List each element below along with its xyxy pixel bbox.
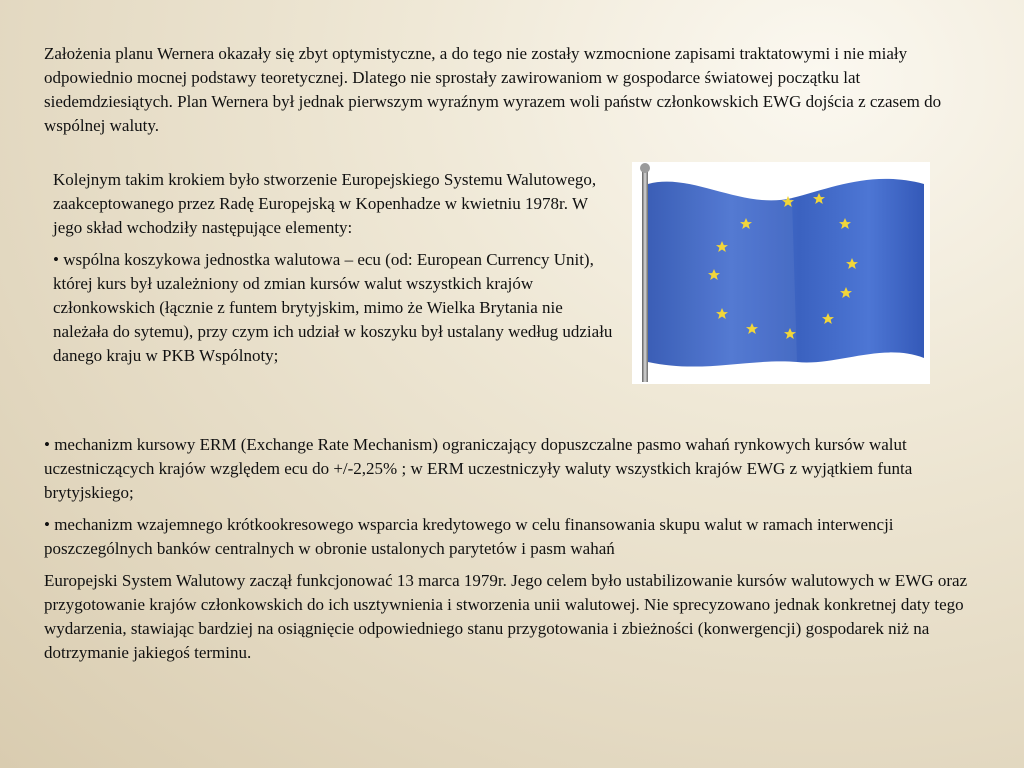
eu-flag-image xyxy=(632,162,930,384)
conclusion-paragraph: Europejski System Walutowy zaczął funkcjonować 13 marca 1979r. Jego celem było ustabilizowanie kursów walutowych w EWG oraz przygotowanie krajów członkowskich do ich usztywnienia i stworzenia unii walutowej. Nie sprecyzowano jednak konkretnej daty tego wydarzenia, stawiając bardziej na osiągnięcie odpowiedniego stanu przygotowania i zbieżności (konwergencji) gospodarek niż na dotrzymanie jakiegoś terminu. xyxy=(44,571,968,662)
ems-section xyxy=(53,168,613,368)
intro-paragraph: Założenia planu Wernera okazały się zbyt optymistyczne, a do tego nie zostały wzmocnione zapisami traktatowymi i nie miały odpowiednio mocnej podstawy teoretycznej. Dlatego nie sprostały zawirowaniom w gospodarce światowej początku lat siedemdziesiątych. Plan Wernera był jednak pierwszym wyraźnym wyrazem woli państw członkowskich EWG dojścia z czasem do wspólnej waluty. xyxy=(44,44,942,135)
ems-intro-paragraph: Kolejnym takim krokiem było stworzenie Europejskiego Systemu Walutowego, zaakceptowanego przez Radę Europejską w Kopenhadze w kwietniu 1978r. W jego skład wchodziły następujące elementy: xyxy=(53,170,597,237)
bullet-erm: • mechanizm kursowy ERM (Exchange Rate Mechanism) ograniczający dopuszczalne pasmo wahań rynkowych kursów walut uczestniczących krajów względem ecu do +/-2,25% ; w ERM uczestniczyły waluty wszystkich krajów EWG z wyjątkiem funta brytyjskiego; xyxy=(44,435,913,502)
mechanisms-section xyxy=(44,433,994,665)
eu-flag-icon xyxy=(632,162,930,384)
flag-pole xyxy=(642,168,648,382)
bullet-ecu: • wspólna koszykowa jednostka walutowa – ecu (od: European Currency Unit), której kurs był uzależniony od zmian kursów walut wszystkich krajów członkowskich (łącznie z funtem brytyjskim, mimo że Wielka Brytania nie należała do sytemu), przy czym ich udział w koszyku był ustalany według udziału danego kraju w PKB Wspólnoty; xyxy=(53,250,613,365)
bullet-credit: • mechanizm wzajemnego krótkookresowego wsparcia kredytowego w celu finansowania skupu walut w ramach interwencji poszczególnych banków centralnych w obronie ustalonych parytetów i pasm wahań xyxy=(44,515,894,558)
